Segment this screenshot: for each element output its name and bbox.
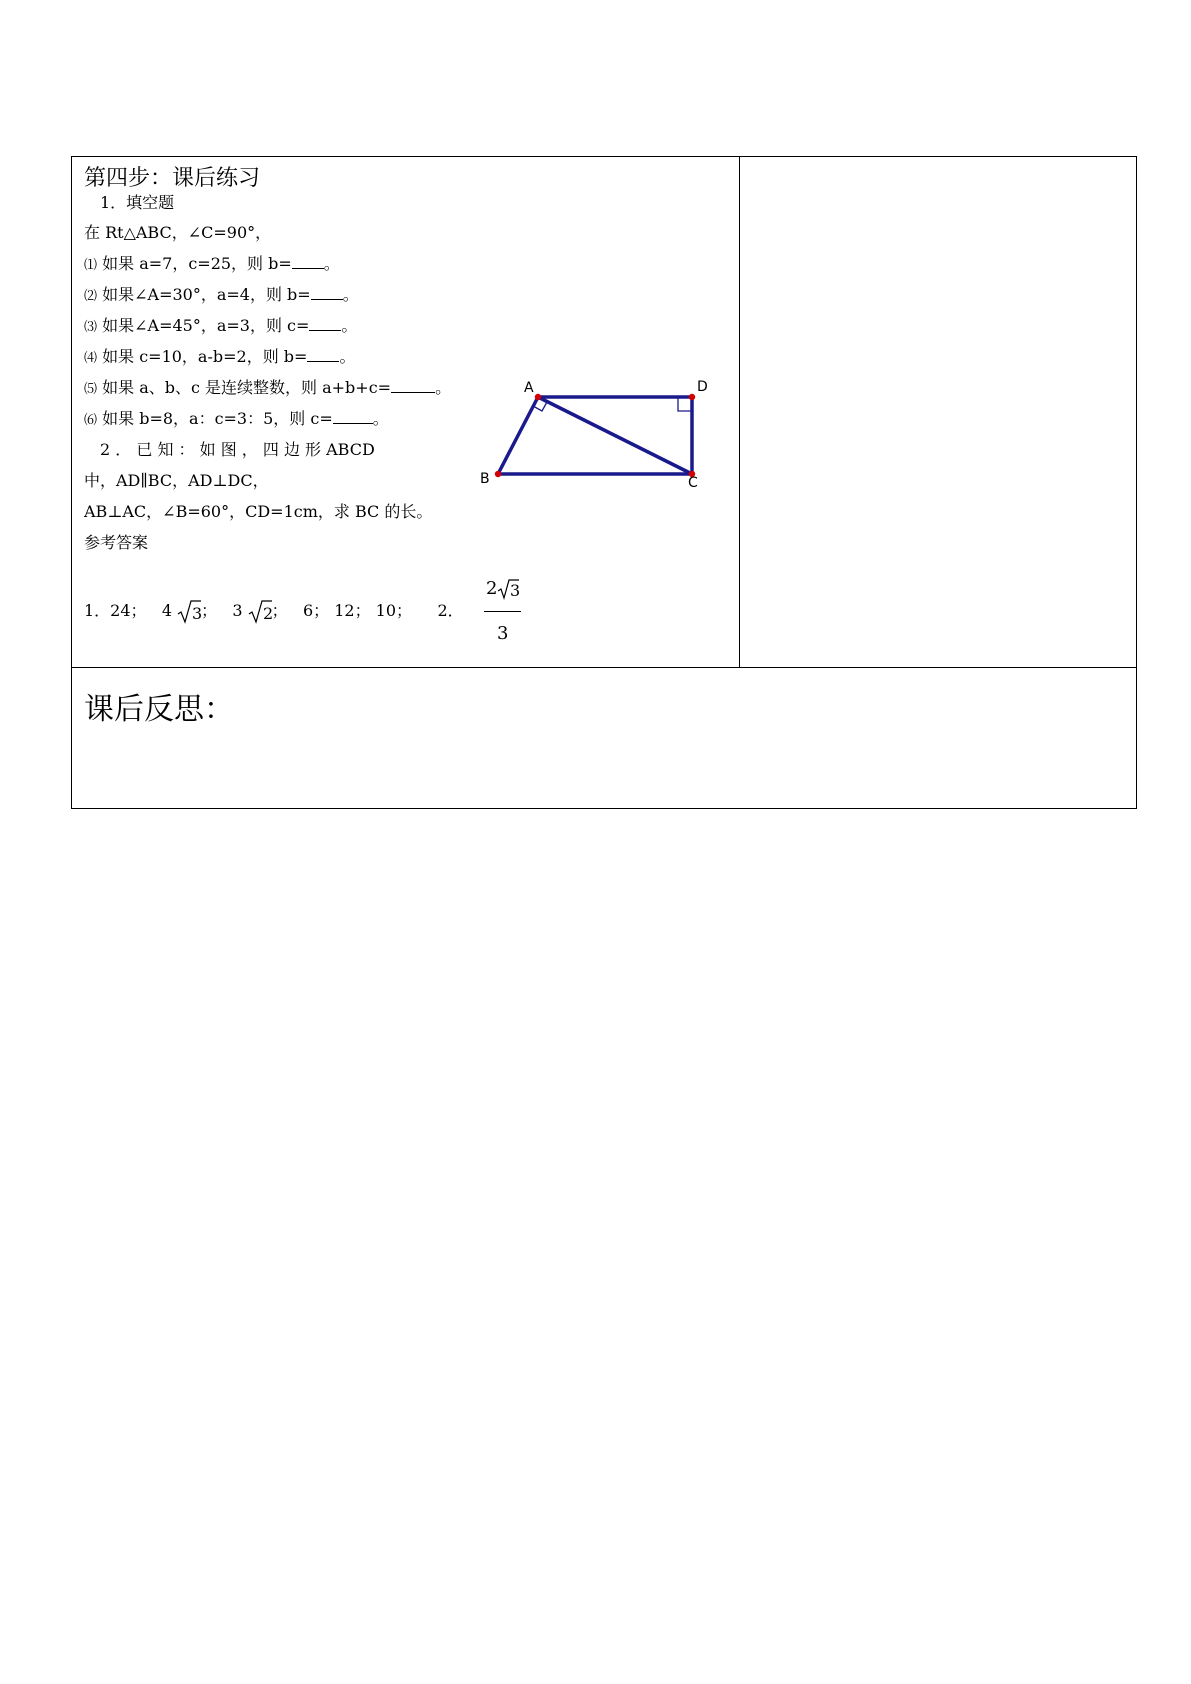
numerator-coef: 2 (485, 578, 498, 599)
item-number: ⑹ (84, 413, 98, 428)
answer-blank (292, 254, 324, 269)
item-number: ⑷ (84, 351, 98, 366)
separator: ； (201, 601, 218, 620)
sqrt-icon (177, 599, 201, 625)
answer-1: 1．24； (84, 601, 147, 620)
item-text: 如果 b=8，a：c=3：5，则 c= (102, 409, 333, 428)
q1-title: 1．填空题 (100, 193, 175, 212)
label-D: D (697, 379, 708, 395)
item-end: 。 (435, 378, 452, 397)
point-D (689, 394, 695, 400)
q2-line-3: AB⊥AC，∠B=60°，CD=1cm，求 BC 的长。 (84, 502, 433, 521)
q1-item-5 (84, 378, 451, 400)
item-number: ⑶ (84, 320, 98, 335)
item-end: 。 (342, 285, 359, 304)
q2-line-1: 2 ． 已 知 ： 如 图 ， 四 边 形 ABCD (100, 440, 375, 459)
separator: ； (271, 601, 288, 620)
item-text: 如果 a、b、c 是连续整数，则 a+b+c= (102, 378, 392, 397)
item-end: 。 (341, 316, 358, 335)
exercise-cell (72, 157, 740, 668)
quadrilateral-figure (480, 353, 712, 491)
answer-line (84, 569, 521, 654)
q1-intro: 在 Rt△ABC，∠C=90°， (84, 223, 272, 242)
fraction (484, 569, 521, 654)
answer-blank (307, 347, 339, 362)
svg-text:2: 2 (262, 603, 273, 623)
svg-text:3: 3 (192, 603, 203, 623)
item-end: 。 (339, 347, 356, 366)
svg-text:3: 3 (510, 581, 521, 600)
segment-AB (498, 397, 538, 474)
step-title: 第四步：课后练习 (84, 166, 261, 191)
item-number: ⑵ (84, 289, 98, 304)
point-A (535, 394, 541, 400)
q1-item-1 (84, 254, 340, 276)
answer-blank (391, 378, 435, 393)
answer-blank (309, 316, 341, 331)
answer-rest: 6； 12； 10； (302, 601, 413, 620)
answer-3-coef: 3 (232, 601, 243, 620)
label-A: A (524, 380, 534, 396)
sqrt-icon (497, 578, 519, 600)
q1-item-2 (84, 285, 359, 307)
item-text: 如果∠A=30°，a=4，则 b= (102, 285, 311, 304)
item-number: ⑴ (84, 258, 98, 273)
fraction-numerator (484, 569, 521, 612)
q1-item-3 (84, 316, 357, 338)
reflection-title: 课后反思： (84, 692, 234, 727)
figure-lines (498, 397, 692, 474)
label-B: B (480, 471, 490, 487)
answer-title: 参考答案 (84, 533, 149, 552)
sqrt-icon (248, 599, 272, 625)
item-end: 。 (323, 254, 340, 273)
answer-blank (333, 409, 373, 424)
empty-notes-cell (740, 157, 1137, 668)
point-B (495, 471, 501, 477)
q1-item-6 (84, 409, 389, 431)
fraction-denominator: 3 (496, 623, 509, 644)
item-number: ⑸ (84, 382, 98, 397)
item-end: 。 (372, 409, 389, 428)
answer-blank (311, 285, 343, 300)
segment-AC (538, 397, 692, 474)
q2-line-2: 中，AD∥BC，AD⊥DC， (84, 471, 269, 490)
answer-q2-label: 2． (437, 601, 464, 620)
label-C: C (688, 475, 698, 491)
item-text: 如果 a=7，c=25，则 b= (102, 254, 292, 273)
q1-item-4 (84, 347, 355, 369)
reflection-cell (72, 668, 1137, 809)
item-text: 如果 c=10，a-b=2，则 b= (102, 347, 308, 366)
worksheet-table (71, 156, 1137, 809)
item-text: 如果∠A=45°，a=3，则 c= (102, 316, 310, 335)
answer-2-coef: 4 (161, 601, 172, 620)
